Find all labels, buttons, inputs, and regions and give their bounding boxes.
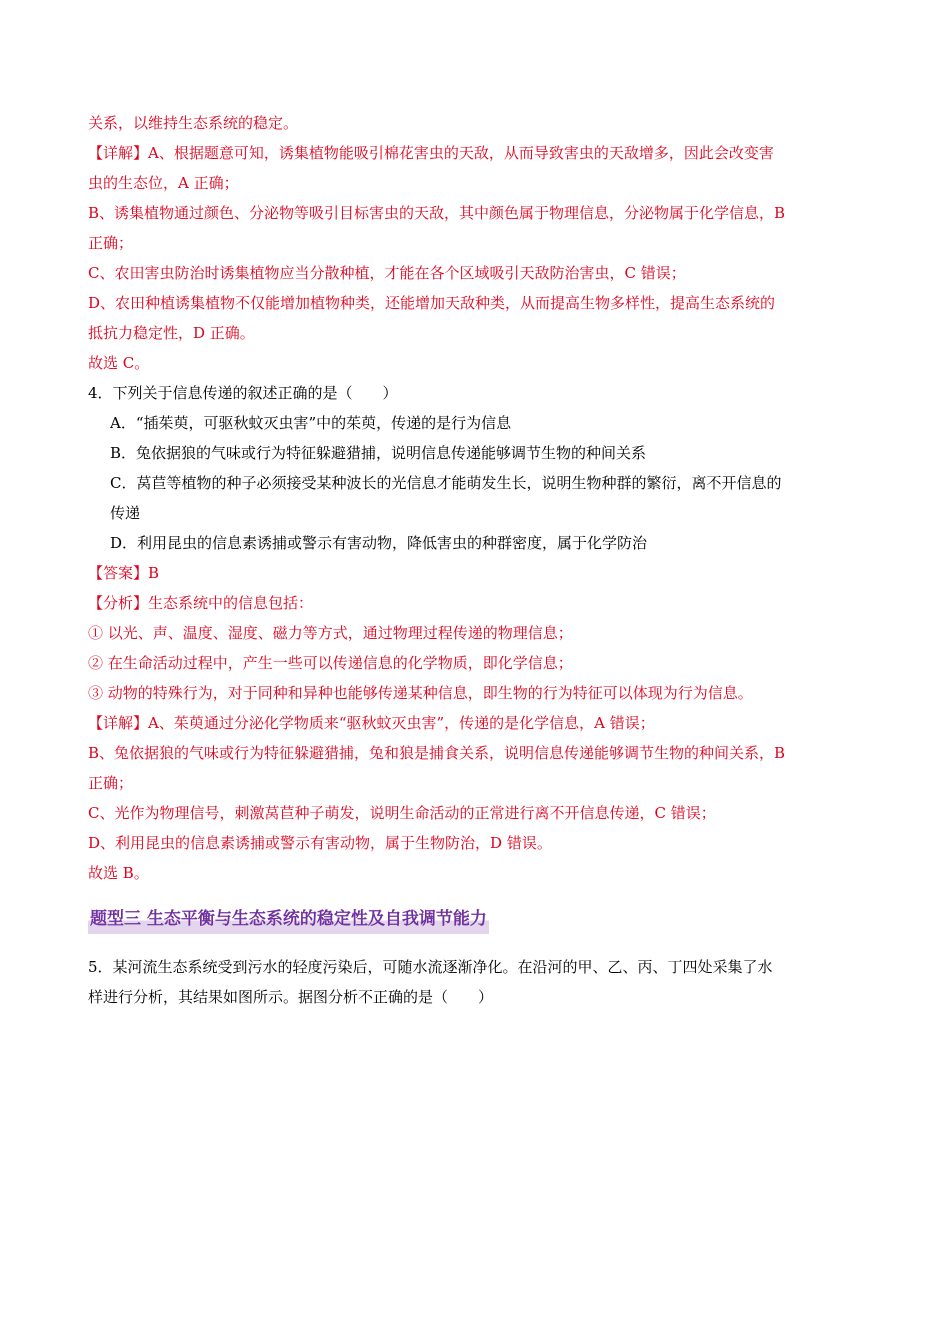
q4-stem: 4．下列关于信息传递的叙述正确的是（ ） [88,384,398,402]
q3-detail-line: B、诱集植物通过颜色、分泌物等吸引目标害虫的天敌，其中颜色属于物理信息，分泌物属于化学信息，B [88,204,786,222]
q4-analysis-point: ① 以光、声、温度、湿度、磁力等方式，通过物理过程传递的物理信息； [88,624,573,642]
q3-detail-line: 抵抗力稳定性，D 正确。 [88,324,255,342]
q3-tail-line: 关系，以维持生态系统的稳定。 [88,114,299,132]
q5-stem-cont: 样进行分析，其结果如图所示。据图分析不正确的是（ ） [88,988,494,1006]
q4-option-c: C．莴苣等植物的种子必须接受某种波长的光信息才能萌发生长，说明生物种群的繁衍，离不开信息的 [110,474,782,492]
q4-analysis-point: ② 在生命活动过程中，产生一些可以传递信息的化学物质，即化学信息； [88,654,573,672]
q4-detail-line: 【详解】A、茱萸通过分泌化学物质来“驱秋蚊灭虫害”，传递的是化学信息，A 错误； [88,714,655,732]
q4-option-d: D．利用昆虫的信息素诱捕或警示有害动物，降低害虫的种群密度，属于化学防治 [110,534,648,552]
q3-detail-line: 虫的生态位，A 正确； [88,174,239,192]
q4-analysis-point: ③ 动物的特殊行为，对于同种和异种也能够传递某种信息，即生物的行为特征可以体现为行为信息。 [88,684,753,702]
q3-detail-line: D、农田种植诱集植物不仅能增加植物种类，还能增加天敌种类，从而提高生物多样性，提高生态系统的 [88,294,776,312]
q4-analysis: 【分析】生态系统中的信息包括： [88,594,314,612]
q3-detail-line: C、农田害虫防治时诱集植物应当分散种植，才能在各个区域吸引天敌防治害虫，C 错误； [88,264,686,282]
q3-choose: 故选 C。 [88,354,150,372]
document-page [88,108,868,1012]
q4-option-c-cont: 传递 [110,504,141,522]
q4-detail-line: C、光作为物理信号，刺激莴苣种子萌发，说明生命活动的正常进行离不开信息传递，C 错误； [88,804,716,822]
q3-detail-line: 【详解】A、根据题意可知，诱集植物能吸引棉花害虫的天敌，从而导致害虫的天敌增多，因此会改变害 [88,144,774,162]
q4-answer: 【答案】B [88,564,160,582]
q4-option-a: A．“插茱萸，可驱秋蚊灭虫害”中的茱萸，传递的是行为信息 [110,414,512,432]
section-title: 题型三 生态平衡与生态系统的稳定性及自我调节能力 [88,904,489,934]
q4-choose: 故选 B。 [88,864,149,882]
q4-detail-line: B、兔依据狼的气味或行为特征躲避猎捕，兔和狼是捕食关系，说明信息传递能够调节生物的种间关系，B [88,744,786,762]
q4-detail-line: D、利用昆虫的信息素诱捕或警示有害动物，属于生物防治，D 错误。 [88,834,552,852]
q5-stem: 5．某河流生态系统受到污水的轻度污染后，可随水流逐渐净化。在沿河的甲、乙、丙、丁四处采集了水 [88,958,773,976]
q4-detail-line: 正确； [88,774,134,792]
q3-detail-line: 正确； [88,234,134,252]
q4-option-b: B．兔依据狼的气味或行为特征躲避猎捕，说明信息传递能够调节生物的种间关系 [110,444,647,462]
